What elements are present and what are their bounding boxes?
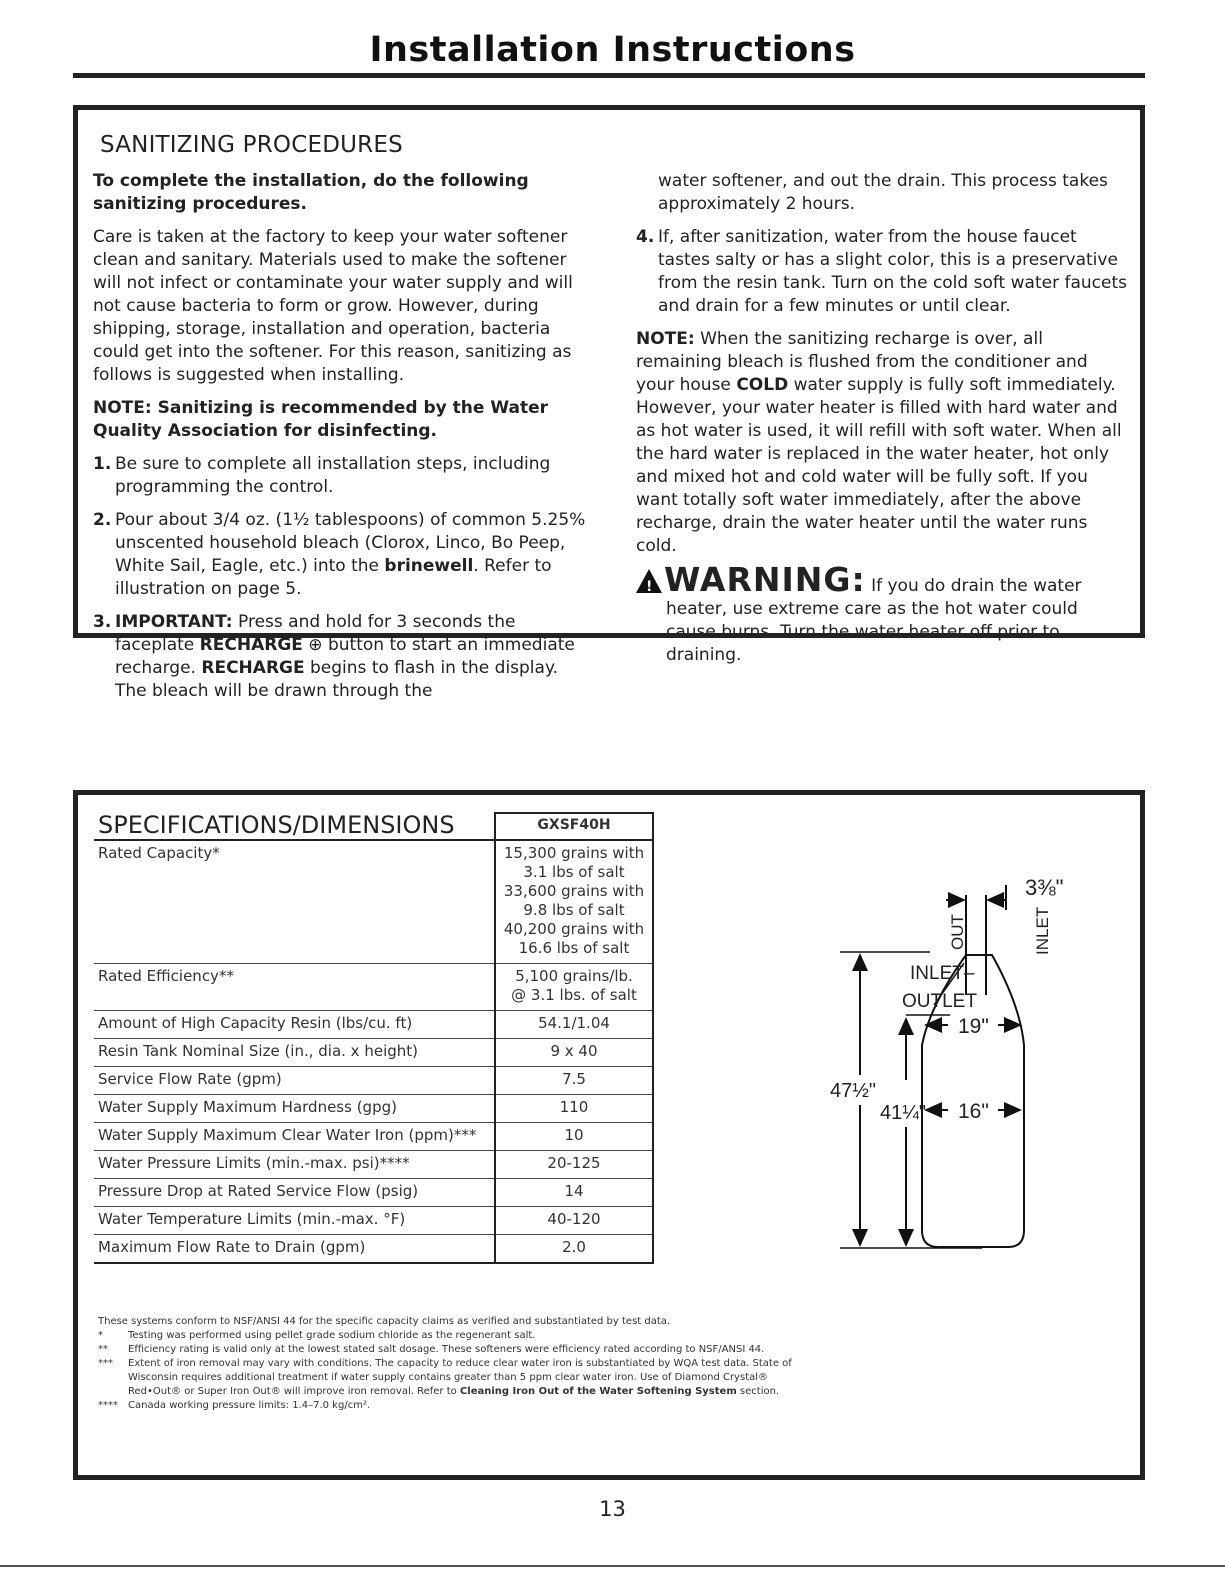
table-row [94, 1123, 653, 1151]
sanitizing-note-2 [636, 328, 1131, 558]
sanitizing-steps [93, 453, 593, 703]
footnote-text: Efficiency rating is valid only at the lowest stated salt dosage. These softeners were efficiency rated according to NSF/ANSI 44. [128, 1344, 765, 1355]
step-number: 2. [93, 510, 112, 530]
spec-value: 20-125 [495, 1151, 653, 1179]
recharge-button-icon: ⊕ [302, 635, 328, 655]
step-text: Be sure to complete all installation steps, including programming the control. [115, 454, 551, 497]
inlet-outlet-label-2: OUTLET [902, 991, 977, 1012]
footnote-text: Extent of iron removal may vary with conditions. The capacity to reduce clear water iron is substantiated by WQA test data. State of Wisconsin requires additional treatment if water supply contains greater than 5 ppm clear water iron. Use of Diamond Crystal® Red•Out® or Super Iron Out® will improve iron removal. Refer to [128, 1358, 792, 1397]
warning-block [636, 560, 1131, 667]
spec-label: Resin Tank Nominal Size (in., dia. x height) [94, 1039, 495, 1067]
step-text: . Refer to illustration on page 5. [115, 556, 552, 599]
spec-label: Water Temperature Limits (min.-max. °F) [94, 1207, 495, 1235]
sanitizing-intro-bold: To complete the installation, do the following sanitizing procedures. [93, 171, 529, 214]
footnote-mark: ** [98, 1344, 108, 1355]
step-number: 4. [636, 227, 655, 247]
spec-label: Maximum Flow Rate to Drain (gpm) [94, 1235, 495, 1264]
capacity-line: 3.1 lbs of salt [523, 863, 625, 881]
footnote-mark: *** [98, 1358, 113, 1369]
footnote [98, 1399, 818, 1413]
spec-value: 40-120 [495, 1207, 653, 1235]
inlet-vertical-label: INLET [1033, 906, 1052, 955]
spec-label: Service Flow Rate (gpm) [94, 1067, 495, 1095]
specifications-table [94, 812, 654, 1264]
dim-label-16: 16" [958, 1100, 989, 1123]
footnote-mark: **** [98, 1400, 118, 1411]
sanitizing-procedures-section [73, 105, 1145, 701]
table-row [94, 840, 653, 964]
spec-label: Pressure Drop at Rated Service Flow (psig) [94, 1179, 495, 1207]
spec-value-efficiency [495, 964, 653, 1011]
warning-heading: WARNING: [664, 560, 866, 599]
page-number: 13 [599, 1497, 626, 1521]
inlet-outlet-label-1: INLET– [910, 963, 975, 984]
spec-value: 110 [495, 1095, 653, 1123]
footnote [98, 1329, 818, 1343]
table-row [94, 1011, 653, 1039]
title-rule [73, 73, 1145, 78]
recharge-term: RECHARGE [201, 658, 305, 678]
step-4 [636, 226, 1131, 318]
sanitizing-title: SANITIZING PROCEDURES [100, 132, 403, 158]
spec-label: Rated Efficiency** [94, 964, 495, 1011]
capacity-line: 15,300 grains with [503, 844, 645, 862]
footnote-intro: These systems conform to NSF/ANSI 44 for the specific capacity claims as verified and substantiated by test data. [98, 1316, 671, 1327]
sanitizing-left-column [93, 170, 593, 713]
warning-triangle-icon [636, 569, 662, 593]
efficiency-line: 5,100 grains/lb. [515, 967, 633, 985]
spec-label: Water Supply Maximum Hardness (gpg) [94, 1095, 495, 1123]
table-row [94, 964, 653, 1011]
table-row [94, 1179, 653, 1207]
sanitizing-intro-paragraph: Care is taken at the factory to keep your water softener clean and sanitary. Materials used to make the softener will not infect or contaminate your water supply and will not cause bacteria to form or grow. However, during shipping, storage, installation and operation, bacteria could get into the softener. For this reason, sanitizing as follows is suggested when installing. [93, 227, 573, 385]
footnote-text: Testing was performed using pellet grade sodium chloride as the regenerant salt. [128, 1330, 536, 1341]
step-text: If, after sanitization, water from the house faucet tastes salty or has a slight color, this is a preservative from the resin tank. Turn on the cold soft water faucets and drain for a few minutes or until clear. [658, 227, 1127, 316]
note-label: NOTE: [636, 329, 695, 349]
important-label: IMPORTANT: [115, 612, 233, 632]
table-row [94, 1095, 653, 1123]
spec-label: Amount of High Capacity Resin (lbs/cu. ft) [94, 1011, 495, 1039]
spec-value: 14 [495, 1179, 653, 1207]
note-text: water supply is fully soft immediately. However, your water heater is filled with hard water and as hot water is used, it will refill with soft water. When all the hard water is replaced in the water heater, hot only and mixed hot and cold water will be fully soft. If you want totally soft water immediately, after the above recharge, drain the water heater until the water runs cold. [636, 375, 1122, 556]
dim-label-47: 47½" [830, 1080, 877, 1102]
softener-dimensions-diagram [758, 855, 1088, 1265]
table-row [94, 1235, 653, 1264]
note-text: When the sanitizing recharge is over, all remaining bleach is flushed from the conditioner and your house [636, 329, 1088, 395]
table-row [94, 1207, 653, 1235]
bottom-rule [0, 1565, 1225, 1567]
step-3-continued: water softener, and out the drain. This process takes approximately 2 hours. [658, 171, 1108, 214]
step-text: begins to flash in the display. The bleach will be drawn through the [115, 658, 558, 701]
step-number: 3. [93, 612, 112, 632]
spec-label: Water Pressure Limits (min.-max. psi)**** [94, 1151, 495, 1179]
step-1 [93, 453, 593, 499]
recharge-term: RECHARGE [199, 635, 303, 655]
footnote-text: Canada working pressure limits: 1.4–7.0 kg/cm². [128, 1400, 371, 1411]
model-header: GXSF40H [495, 813, 653, 840]
step-text: Press and hold for 3 seconds the faceplate [115, 612, 516, 655]
footnote-text: section. [736, 1386, 780, 1397]
footnotes [98, 1315, 818, 1413]
specifications-title: SPECIFICATIONS/DIMENSIONS [94, 813, 495, 840]
table-row [94, 1039, 653, 1067]
capacity-line: 40,200 grains with [503, 920, 645, 938]
step-text: button to start an immediate recharge. [115, 635, 575, 678]
efficiency-line: @ 3.1 lbs. of salt [511, 986, 637, 1004]
brinewell-term: brinewell [384, 556, 474, 576]
spec-label: Rated Capacity* [94, 840, 495, 964]
spec-value: 10 [495, 1123, 653, 1151]
footnote [98, 1357, 818, 1399]
spec-value: 9 x 40 [495, 1039, 653, 1067]
specifications-section [73, 790, 1145, 1480]
spec-value: 54.1/1.04 [495, 1011, 653, 1039]
table-header-row [94, 813, 653, 840]
warning-text: If you do drain the water [865, 576, 1082, 596]
footnote [98, 1343, 818, 1357]
dim-label-3-3-8: 3⅜" [1025, 875, 1064, 900]
sanitizing-note-bold: NOTE: Sanitizing is recommended by the Water Quality Association for disinfecting. [93, 398, 548, 441]
footnote-bold-ref: Cleaning Iron Out of the Water Softening System [459, 1386, 737, 1397]
step-text: Pour about 3/4 oz. (1½ tablespoons) of common 5.25% unscented household bleach (Clorox, Linco, Bo Peep, White Sail, Eagle, etc.) into the [115, 510, 586, 576]
spec-value: 2.0 [495, 1235, 653, 1264]
capacity-line: 16.6 lbs of salt [518, 939, 630, 957]
table-row [94, 1151, 653, 1179]
step-2 [93, 509, 593, 601]
spec-value-capacity [495, 840, 653, 964]
spec-value: 7.5 [495, 1067, 653, 1095]
cold-term: COLD [736, 375, 789, 395]
page-title: Installation Instructions [369, 30, 856, 70]
sanitizing-right-column [636, 172, 1131, 667]
spec-label: Water Supply Maximum Clear Water Iron (ppm)*** [94, 1123, 495, 1151]
capacity-line: 33,600 grains with [503, 882, 645, 900]
dim-label-41: 41¼" [880, 1102, 927, 1124]
capacity-line: 9.8 lbs of salt [523, 901, 625, 919]
dim-label-19: 19" [958, 1015, 989, 1038]
out-label: OUT [948, 914, 967, 950]
footnote-mark: * [98, 1330, 103, 1341]
step-number: 1. [93, 454, 112, 474]
warning-text-continued: heater, use extreme care as the hot water could cause burns. Turn the water heater off prior to draining. [666, 599, 1078, 665]
table-row [94, 1067, 653, 1095]
step-3 [93, 611, 593, 703]
